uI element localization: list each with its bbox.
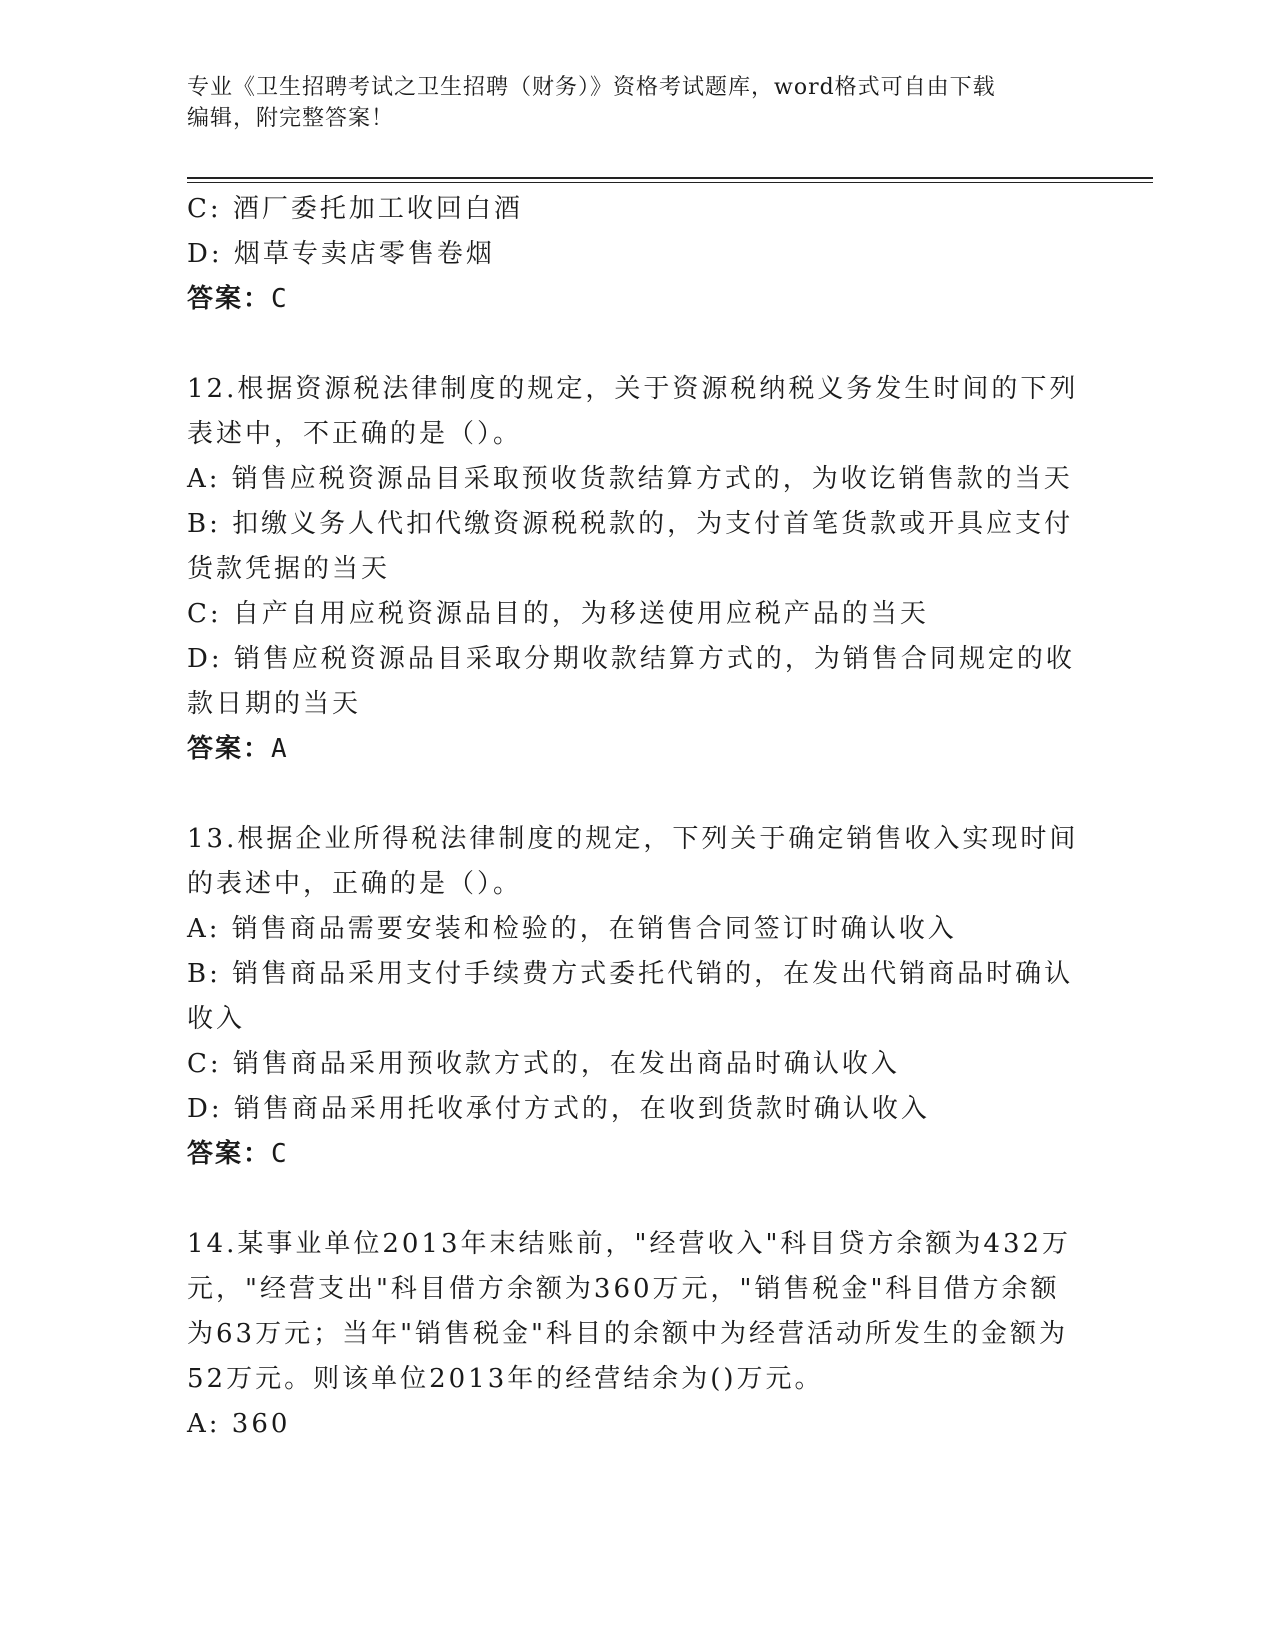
- option-c: C: 销售商品采用预收款方式的，在发出商品时确认收入: [187, 1049, 900, 1079]
- answer-label: 答案：: [187, 734, 272, 764]
- answer-value: A: [271, 734, 289, 764]
- answer-value: C: [271, 284, 289, 314]
- question-13: [187, 817, 1087, 1177]
- option-d: D: 烟草专卖店零售卷烟: [187, 239, 495, 269]
- question-content: [187, 187, 1087, 1447]
- option-c: C: 自产自用应税资源品目的，为移送使用应税产品的当天: [187, 599, 929, 629]
- question-stem: 的表述中，正确的是（）。: [187, 869, 523, 899]
- option-d: D: 销售应税资源品目采取分期收款结算方式的，为销售合同规定的收: [187, 644, 1075, 674]
- question-stem: 13.根据企业所得税法律制度的规定，下列关于确定销售收入实现时间: [187, 824, 1079, 854]
- option-a: A: 360: [187, 1409, 291, 1439]
- question-14: [187, 1222, 1087, 1447]
- option-a: A: 销售应税资源品目采取预收货款结算方式的，为收讫销售款的当天: [187, 464, 1073, 494]
- option-d: D: 销售商品采用托收承付方式的，在收到货款时确认收入: [187, 1094, 930, 1124]
- answer-value: C: [271, 1139, 289, 1169]
- question-12: [187, 367, 1087, 772]
- option-d-continued: 款日期的当天: [187, 689, 362, 719]
- question-stem: 14.某事业单位2013年末结账前，"经营收入"科目贷方余额为432万: [187, 1229, 1072, 1259]
- question-11: [187, 187, 1087, 322]
- option-b: B: 扣缴义务人代扣代缴资源税税款的，为支付首笔货款或开具应支付: [187, 509, 1074, 539]
- answer-line: [187, 277, 1087, 322]
- option-b-continued: 货款凭据的当天: [187, 554, 391, 584]
- document-header: [187, 72, 1067, 134]
- header-line-1: 专业《卫生招聘考试之卫生招聘（财务）》资格考试题库，word格式可自由下载: [187, 75, 996, 100]
- question-stem: 表述中，不正确的是（）。: [187, 419, 523, 449]
- spacer: [187, 1177, 1087, 1222]
- option-b-continued: 收入: [187, 1004, 246, 1034]
- answer-line: [187, 727, 1087, 772]
- option-a: A: 销售商品需要安装和检验的，在销售合同签订时确认收入: [187, 914, 957, 944]
- spacer: [187, 772, 1087, 817]
- option-b: B: 销售商品采用支付手续费方式委托代销的，在发出代销商品时确认: [187, 959, 1074, 989]
- option-c: C: 酒厂委托加工收回白酒: [187, 194, 523, 224]
- question-stem: 为63万元；当年"销售税金"科目的余额中为经营活动所发生的金额为: [187, 1319, 1069, 1349]
- answer-label: 答案：: [187, 1139, 272, 1169]
- spacer: [187, 322, 1087, 367]
- answer-line: [187, 1132, 1087, 1177]
- question-stem: 元，"经营支出"科目借方余额为360万元，"销售税金"科目借方余额: [187, 1274, 1060, 1304]
- question-stem: 12.根据资源税法律制度的规定，关于资源税纳税义务发生时间的下列: [187, 374, 1079, 404]
- answer-label: 答案：: [187, 284, 272, 314]
- question-stem: 52万元。则该单位2013年的经营结余为()万元。: [187, 1364, 824, 1394]
- header-divider-thick: [187, 177, 1153, 179]
- header-line-2: 编辑，附完整答案！: [187, 106, 395, 131]
- header-divider-thin: [187, 182, 1153, 183]
